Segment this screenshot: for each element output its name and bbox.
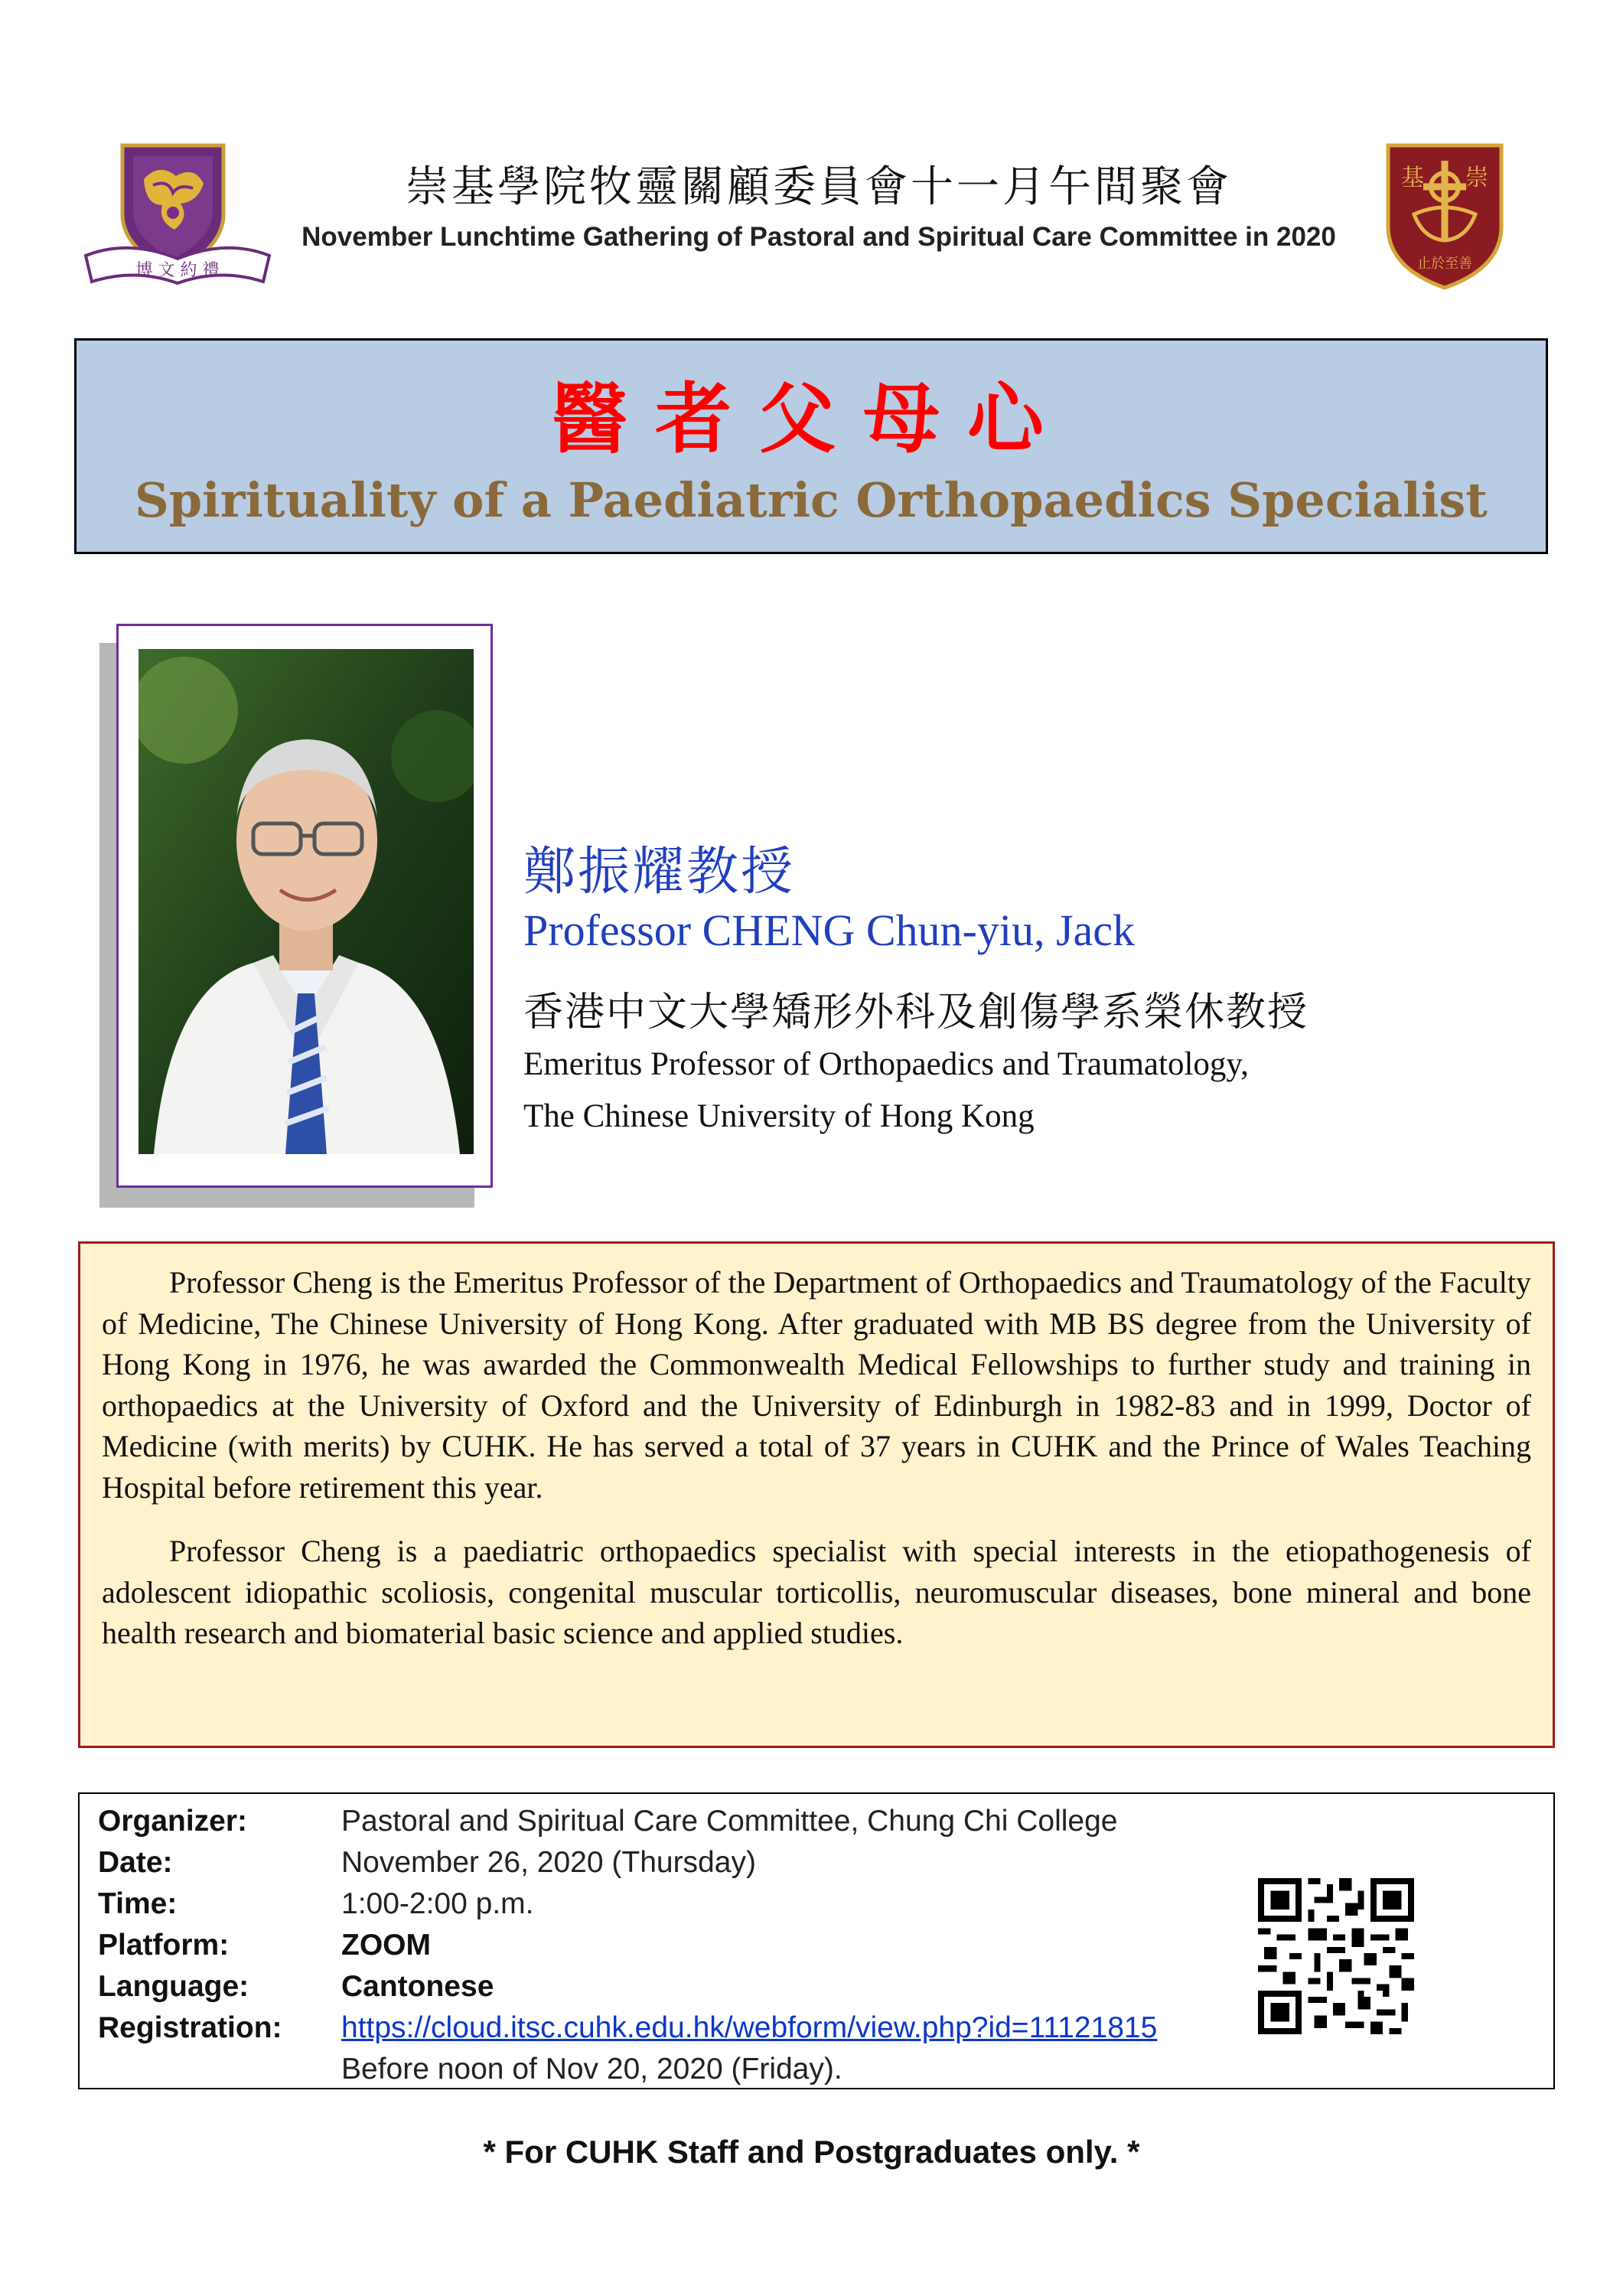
date-value: November 26, 2020 (Thursday) xyxy=(341,1846,756,1879)
speaker-position-en-line2: The Chinese University of Hong Kong xyxy=(523,1098,1035,1134)
organizer-label: Organizer: xyxy=(98,1805,248,1838)
speaker-position-zh: 香港中文大學矯形外科及創傷學系榮休教授 xyxy=(523,990,1309,1035)
speaker-name-en: Professor CHENG Chun-yiu, Jack xyxy=(523,905,1136,955)
speaker-portrait-icon xyxy=(139,649,474,1154)
language-value: Cantonese xyxy=(341,1970,494,2003)
talk-title-zh: 醫者父母心 xyxy=(551,373,1071,464)
event-info-box xyxy=(78,1792,1555,2089)
platform-label: Platform: xyxy=(98,1929,230,1962)
speaker-name-zh: 鄭振耀教授 xyxy=(523,842,796,902)
qr-code-icon[interactable] xyxy=(1258,1878,1414,2034)
bio-paragraph-2: Professor Cheng is a paediatric orthopaedics specialist with special interests in the etiopathogenesis of adolescent idiopathic scoliosis, congenital muscular torticollis, neuromuscular diseases, bone mineral and bone health research and biomaterial basic science and applied studies. xyxy=(102,1534,1531,1650)
svg-text:博 文 約 禮: 博 文 約 禮 xyxy=(135,261,220,280)
bio-paragraph-1: Professor Cheng is the Emeritus Professor of the Department of Orthopaedics and Traumatology of the Faculty of Medicine, The Chinese University of Hong Kong. After graduated with MB BS degree from the University of Hong Kong in 1976, he was awarded the Commonwealth Medical Fellowships to further study and training in orthopaedics at the University of Oxford and the University of Edinburgh in 1982-83 and in 1999, Doctor of Medicine (with merits) by CUHK. He has served a total of 37 years in CUHK and the Prince of Wales Teaching Hospital before retirement this year. xyxy=(102,1265,1531,1505)
chung-chi-college-crest-icon xyxy=(1383,141,1506,291)
language-label: Language: xyxy=(98,1970,249,2003)
footer-note: * For CUHK Staff and Postgraduates only. * xyxy=(483,2134,1140,2170)
time-label: Time: xyxy=(98,1887,178,1920)
speaker-position-en-line1: Emeritus Professor of Orthopaedics and Traumatology, xyxy=(523,1046,1249,1082)
platform-value: ZOOM xyxy=(341,1929,431,1962)
crest-motto: 止於至善 xyxy=(1417,256,1472,272)
registration-deadline: Before noon of Nov 20, 2020 (Friday). xyxy=(341,2053,842,2086)
talk-title-box xyxy=(74,338,1548,554)
organizer-value: Pastoral and Spiritual Care Committee, Chung Chi College xyxy=(341,1805,1118,1838)
registration-label: Registration: xyxy=(98,2011,282,2044)
speaker-photo-frame xyxy=(116,624,493,1188)
header-title-en: November Lunchtime Gathering of Pastoral and Spiritual Care Committee in 2020 xyxy=(301,222,1336,252)
crest-char-right: 崇 xyxy=(1465,165,1488,191)
time-value: 1:00-2:00 p.m. xyxy=(341,1887,534,1920)
registration-link[interactable]: https://cloud.itsc.cuhk.edu.hk/webform/view.php?id=11121815 xyxy=(341,2011,1158,2044)
talk-title-en: Spirituality of a Paediatric Orthopaedics Specialist xyxy=(135,472,1488,528)
crest-char-left: 基 xyxy=(1401,165,1424,191)
cuhk-crest-icon xyxy=(83,141,272,286)
header-title-zh: 崇基學院牧靈關顧委員會十一月午間聚會 xyxy=(406,162,1232,212)
bio-box xyxy=(78,1241,1555,1748)
date-label: Date: xyxy=(98,1846,173,1879)
